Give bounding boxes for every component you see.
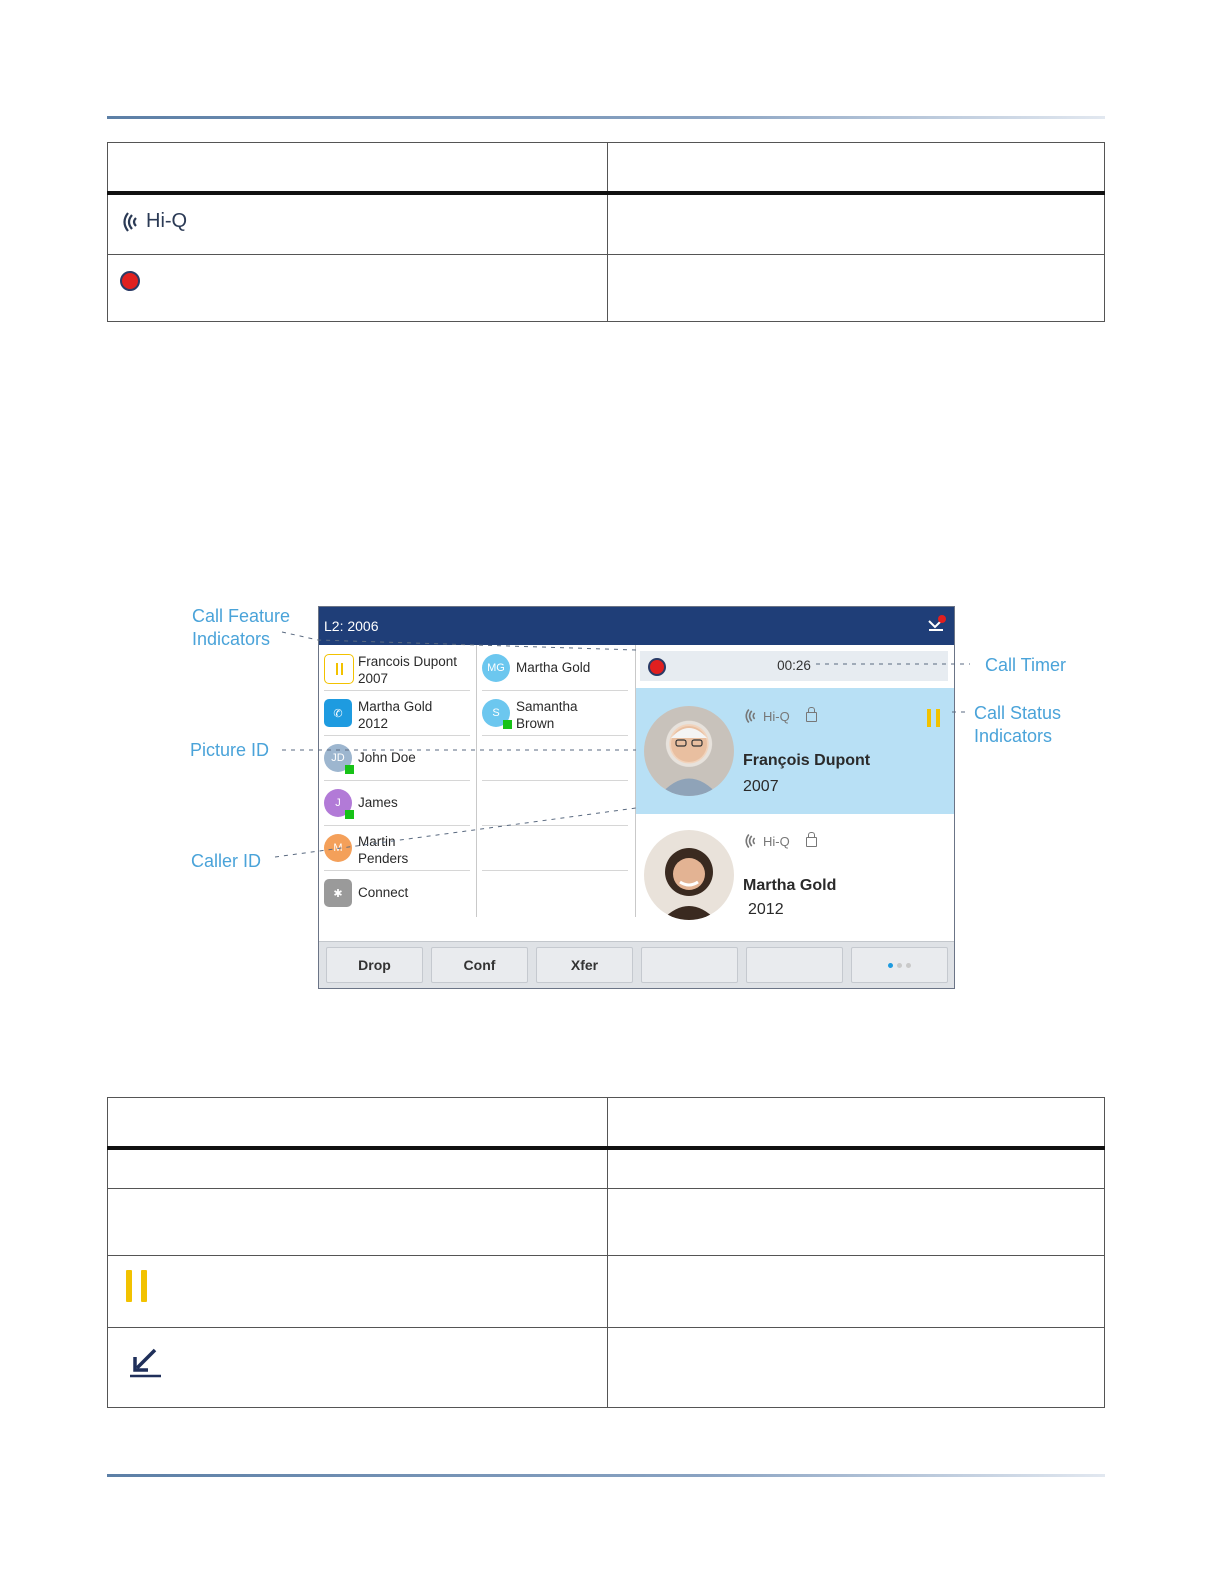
table-cell-desc bbox=[608, 255, 1105, 322]
table-header-cell bbox=[108, 143, 608, 193]
table-row bbox=[108, 1256, 1105, 1328]
list-item[interactable] bbox=[324, 872, 470, 916]
caller-number: 2012 bbox=[748, 901, 784, 918]
table-row bbox=[108, 1189, 1105, 1256]
table-header-cell bbox=[108, 1098, 608, 1148]
callout-call-status-indicators: Call Status Indicators bbox=[974, 703, 1062, 746]
conf-softkey[interactable]: Conf bbox=[431, 947, 528, 983]
table-cell-icon bbox=[108, 1189, 608, 1256]
bluetooth-icon: ✱ bbox=[324, 879, 352, 907]
caller-name: François Dupont bbox=[743, 752, 871, 769]
contact-label: Francois Dupont 2007 bbox=[358, 654, 458, 686]
table-cell-desc bbox=[608, 1256, 1105, 1328]
table-row bbox=[108, 255, 1105, 322]
callout-call-timer: Call Timer bbox=[985, 655, 1067, 675]
contact-label: Samantha Brown bbox=[516, 699, 578, 731]
hold-icon bbox=[336, 663, 343, 675]
list-item[interactable] bbox=[324, 737, 470, 781]
status-bar bbox=[319, 607, 954, 645]
page-indicator[interactable] bbox=[851, 947, 948, 983]
phone-icon: ✆ bbox=[324, 699, 352, 727]
list-item[interactable] bbox=[482, 647, 628, 691]
phone-screen bbox=[318, 606, 955, 989]
avatar: J bbox=[324, 789, 352, 817]
contact-list-left bbox=[319, 645, 477, 917]
contact-label: James bbox=[358, 795, 398, 810]
presence-indicator bbox=[503, 720, 512, 729]
record-icon bbox=[120, 271, 140, 291]
contact-list-right bbox=[477, 645, 636, 917]
list-item[interactable] bbox=[482, 692, 628, 736]
call-timer: 00:26 bbox=[777, 658, 811, 673]
list-item[interactable] bbox=[482, 872, 628, 916]
list-item[interactable] bbox=[482, 782, 628, 826]
hi-q-indicator bbox=[120, 210, 187, 234]
callout-picture-id: Picture ID bbox=[190, 740, 270, 760]
xfer-softkey[interactable]: Xfer bbox=[536, 947, 633, 983]
contact-label: Connect bbox=[358, 885, 409, 900]
table-cell-icon bbox=[108, 1328, 608, 1408]
table-header-row bbox=[108, 143, 1105, 193]
table-cell-icon bbox=[108, 1256, 608, 1328]
table-cell-desc bbox=[608, 1328, 1105, 1408]
caller-photo bbox=[644, 830, 734, 920]
call-panel bbox=[636, 645, 954, 941]
call-timer-bar bbox=[640, 651, 948, 681]
softkey-empty[interactable] bbox=[746, 947, 843, 983]
list-item[interactable] bbox=[324, 692, 470, 736]
hi-q-indicator: Hi-Q bbox=[743, 707, 817, 725]
list-item[interactable] bbox=[324, 827, 470, 871]
avatar: MG bbox=[482, 654, 510, 682]
hi-q-icon bbox=[743, 707, 759, 725]
table-cell-icon bbox=[108, 255, 608, 322]
softkey-empty[interactable] bbox=[641, 947, 738, 983]
voicemail-icon[interactable] bbox=[926, 615, 946, 635]
table-row bbox=[108, 1328, 1105, 1408]
person-icon bbox=[644, 830, 734, 920]
hi-q-indicator: Hi-Q bbox=[743, 832, 817, 850]
person-icon bbox=[644, 706, 734, 796]
lock-icon bbox=[806, 712, 817, 722]
avatar: M bbox=[324, 834, 352, 862]
table-cell-icon bbox=[108, 193, 608, 255]
drop-softkey[interactable]: Drop bbox=[326, 947, 423, 983]
hi-q-label: Hi-Q bbox=[146, 210, 188, 233]
presence-indicator bbox=[345, 810, 354, 819]
table-header-row bbox=[108, 1098, 1105, 1148]
table-row bbox=[108, 1148, 1105, 1189]
caller-number: 2007 bbox=[743, 778, 779, 795]
contact-label: Martin Penders bbox=[358, 834, 409, 866]
contact-label: John Doe bbox=[358, 750, 416, 765]
list-item[interactable] bbox=[324, 647, 470, 691]
caller-name: Martha Gold bbox=[743, 877, 837, 894]
callout-caller-id: Caller ID bbox=[191, 851, 262, 871]
hi-q-icon bbox=[743, 832, 759, 850]
hi-q-icon bbox=[120, 210, 142, 234]
caller-photo bbox=[644, 706, 734, 796]
table-cell-desc bbox=[608, 1148, 1105, 1189]
table-header-cell bbox=[608, 1098, 1105, 1148]
list-item[interactable] bbox=[482, 827, 628, 871]
callout-call-feature-indicators: Call Feature Indicators bbox=[192, 606, 291, 649]
table-cell-desc bbox=[608, 193, 1105, 255]
table-cell-desc bbox=[608, 1189, 1105, 1256]
incoming-call-icon bbox=[128, 1346, 162, 1378]
avatar: JD bbox=[324, 744, 352, 772]
list-item[interactable] bbox=[324, 782, 470, 826]
header-rule bbox=[107, 116, 1105, 119]
active-call[interactable] bbox=[636, 688, 954, 814]
footer-rule bbox=[107, 1474, 1105, 1477]
contact-label: Martha Gold bbox=[516, 660, 591, 675]
feature-indicator-table bbox=[107, 142, 1105, 322]
line-label: L2: 2006 bbox=[324, 618, 379, 634]
held-call[interactable] bbox=[636, 814, 954, 941]
table-row bbox=[108, 193, 1105, 255]
contact-label: Martha Gold 2012 bbox=[358, 699, 433, 731]
status-indicator-table bbox=[107, 1097, 1105, 1408]
lock-icon bbox=[806, 837, 817, 847]
table-cell-icon bbox=[108, 1148, 608, 1189]
hold-avatar bbox=[324, 654, 354, 684]
hold-icon bbox=[126, 1270, 147, 1302]
page-dots-icon bbox=[888, 963, 911, 968]
softkey-bar bbox=[319, 941, 954, 989]
presence-indicator bbox=[345, 765, 354, 774]
table-header-cell bbox=[608, 143, 1105, 193]
hold-icon bbox=[927, 709, 940, 727]
list-item[interactable] bbox=[482, 737, 628, 781]
avatar: S bbox=[482, 699, 510, 727]
